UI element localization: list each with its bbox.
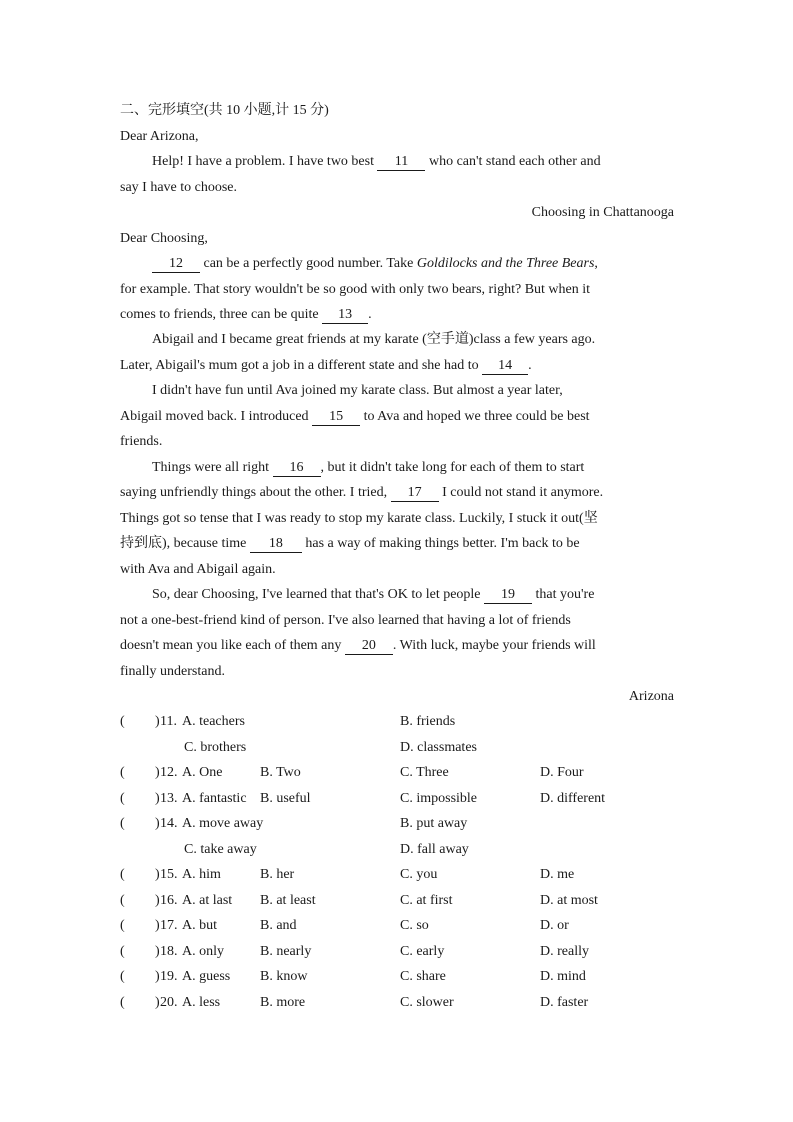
question-number: 14. [160,816,178,831]
option-a: A. but [182,918,217,933]
answer-paren-open[interactable]: ( [120,893,125,908]
question-number: 20. [160,995,178,1010]
option-a: A. One [182,765,223,780]
option-d: D. faster [540,995,589,1010]
text-segment: that you're [532,587,595,602]
answer-paren-close: ) [155,918,160,933]
option-d: D. fall away [400,842,469,857]
option-c: C. Three [400,765,449,780]
blank-15: 15 [312,408,360,426]
letter2-line [120,585,680,605]
text-segment: . With luck, maybe your friends will [392,638,596,653]
answer-paren-open[interactable]: ( [120,714,125,729]
option-b: B. her [260,867,295,882]
letter2-signature: Arizona [628,689,674,704]
option-a: A. less [182,995,221,1010]
option-b: B. Two [260,765,301,780]
text-segment: who can't stand each other and [425,154,601,169]
text-segment: comes to friends, three can be quite [120,307,323,322]
text-segment: 持到底), because time [120,536,250,551]
question-number: 16. [160,893,178,908]
letter1-line: say I have to choose. [120,180,238,195]
text-segment: has a way of making things better. I'm back to be [301,536,580,551]
answer-paren-open[interactable]: ( [120,918,125,933]
letter2-line [120,254,680,274]
letter2-line [120,636,680,656]
text-segment: . [528,358,532,373]
text-segment: , but it didn't take long for each of them to start [320,460,585,475]
letter2-salutation: Dear Choosing, [120,231,208,246]
question-number: 15. [160,867,178,882]
book-title: Goldilocks and the Three Bears [416,256,595,271]
option-c: C. slower [400,995,454,1010]
text-segment: Later, Abigail's mum got a job in a different state and she had to [120,358,483,373]
option-d: D. classmates [400,740,477,755]
answer-paren-open[interactable]: ( [120,765,125,780]
question-number: 17. [160,918,178,933]
text-segment: Abigail moved back. I introduced [120,409,313,424]
letter1-signature: Choosing in Chattanooga [531,205,674,220]
option-c: C. at first [400,893,453,908]
blank-12: 12 [152,255,200,273]
option-b: B. put away [400,816,468,831]
option-c: C. impossible [400,791,478,806]
letter2-line: Abigail and I became great friends at my karate (空手道)class a few years ago. [152,332,596,347]
option-d: D. Four [540,765,584,780]
option-b: B. more [260,995,306,1010]
text-segment: doesn't mean you like each of them any [120,638,345,653]
option-c: C. you [400,867,438,882]
option-b: B. at least [260,893,316,908]
option-c: C. brothers [184,740,247,755]
answer-paren-close: ) [155,765,160,780]
option-b: B. useful [260,791,311,806]
blank-20: 20 [345,637,393,655]
option-d: D. or [540,918,569,933]
option-a: A. move away [182,816,264,831]
option-a: A. only [182,944,224,959]
option-a: A. at last [182,893,233,908]
answer-paren-close: ) [155,816,160,831]
option-b: B. friends [400,714,456,729]
letter1-salutation: Dear Arizona, [120,129,199,144]
question-number: 12. [160,765,178,780]
answer-paren-open[interactable]: ( [120,791,125,806]
question-number: 13. [160,791,178,806]
text-segment: can be a perfectly good number. Take [200,256,417,271]
option-d: D. me [540,867,575,882]
option-b: B. nearly [260,944,312,959]
letter2-line [120,305,680,325]
option-b: B. know [260,969,308,984]
option-a: A. teachers [182,714,245,729]
question-number: 18. [160,944,178,959]
text-segment: , [594,256,598,271]
letter2-line [120,407,680,427]
answer-paren-close: ) [155,714,160,729]
text-segment: So, dear Choosing, I've learned that that's OK to let people [152,587,485,602]
question-number: 19. [160,969,178,984]
letter1-line [120,152,680,172]
text-segment: Things were all right [152,460,273,475]
option-c: C. take away [184,842,257,857]
letter2-line: for example. That story wouldn't be so good with only two bears, right? But when it [120,282,591,297]
option-c: C. early [400,944,445,959]
text-segment: to Ava and hoped we three could be best [360,409,590,424]
blank-13: 13 [322,306,368,324]
question-number: 11. [160,714,177,729]
answer-paren-open[interactable]: ( [120,816,125,831]
letter2-line: finally understand. [120,664,225,679]
option-d: D. mind [540,969,586,984]
letter2-line: not a one-best-friend kind of person. I've also learned that having a lot of friends [120,613,571,628]
option-a: A. him [182,867,221,882]
blank-18: 18 [250,535,302,553]
text-segment: . [368,307,372,322]
option-c: C. so [400,918,429,933]
section-title: 二、完形填空(共 10 小题,计 15 分) [120,103,329,118]
letter2-line: friends. [120,434,163,449]
answer-paren-close: ) [155,944,160,959]
blank-19: 19 [484,586,532,604]
answer-paren-open[interactable]: ( [120,944,125,959]
option-d: D. at most [540,893,598,908]
answer-paren-close: ) [155,893,160,908]
blank-11: 11 [377,153,425,171]
letter2-line: Things got so tense that I was ready to stop my karate class. Luckily, I stuck it out(坚 [120,511,598,526]
blank-17: 17 [391,484,439,502]
letter2-line [120,458,680,478]
text-segment: Help! I have a problem. I have two best [152,154,378,169]
text-segment: I could not stand it anymore. [438,485,604,500]
answer-paren-open[interactable]: ( [120,867,125,882]
blank-16: 16 [273,459,321,477]
option-a: A. fantastic [182,791,247,806]
option-d: D. different [540,791,606,806]
option-d: D. really [540,944,589,959]
answer-paren-open[interactable]: ( [120,995,125,1010]
answer-paren-close: ) [155,791,160,806]
letter2-line [120,534,680,554]
letter2-line: I didn't have fun until Ava joined my karate class. But almost a year later, [152,383,563,398]
answer-paren-close: ) [155,867,160,882]
letter2-line [120,483,680,503]
option-b: B. and [260,918,297,933]
option-c: C. share [400,969,446,984]
letter2-line: with Ava and Abigail again. [120,562,276,577]
blank-14: 14 [482,357,528,375]
answer-paren-close: ) [155,969,160,984]
letter2-line [120,356,680,376]
answer-paren-open[interactable]: ( [120,969,125,984]
text-segment: saying unfriendly things about the other. I tried, [120,485,391,500]
answer-paren-close: ) [155,995,160,1010]
option-a: A. guess [182,969,231,984]
